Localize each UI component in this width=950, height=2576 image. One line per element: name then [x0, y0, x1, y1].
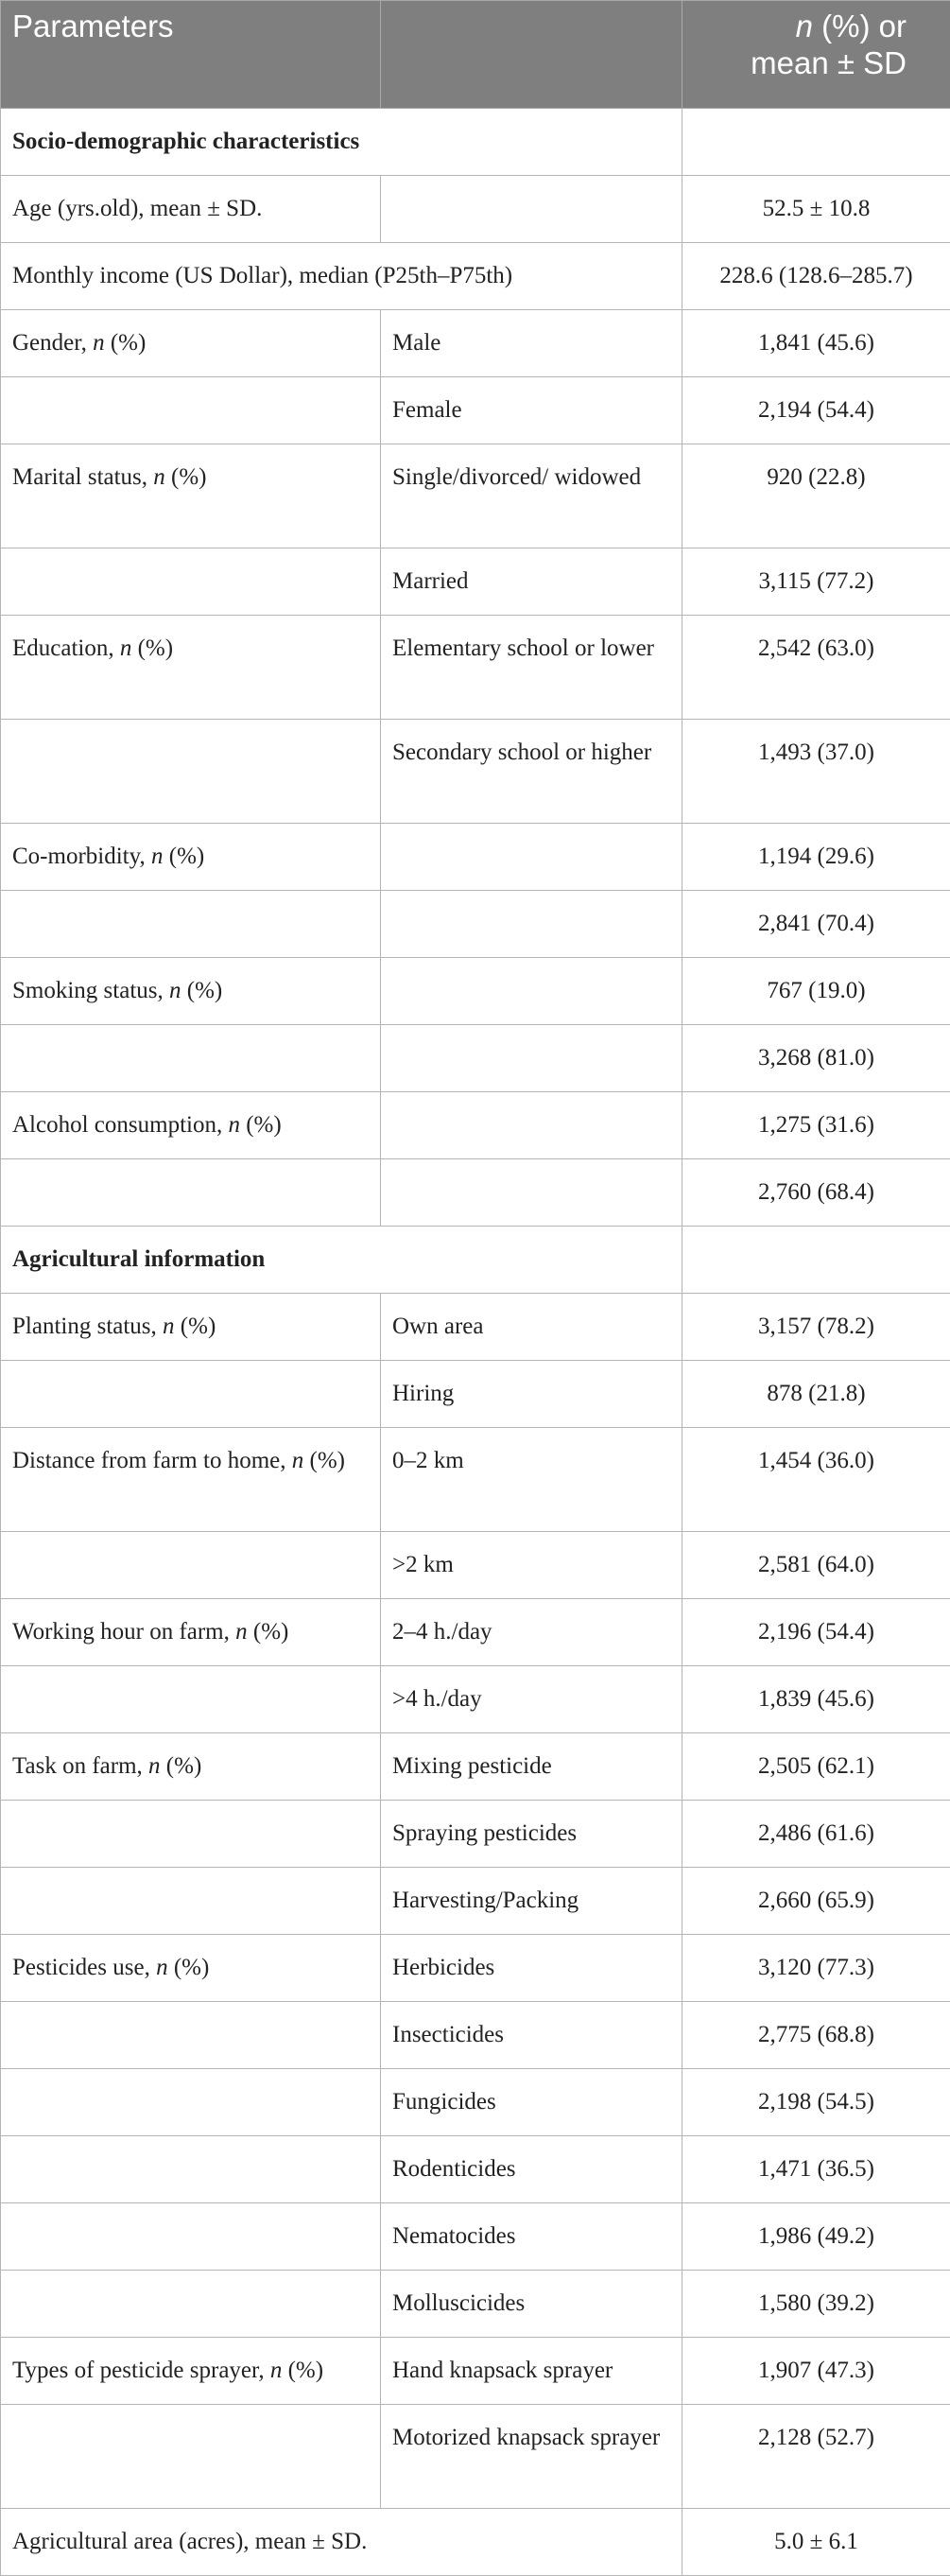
parameter-label-cell — [1, 2136, 381, 2203]
table-row — [1, 2509, 950, 2576]
subcategory: Male — [381, 310, 682, 377]
table-row — [1, 1801, 950, 1868]
subcategory: >4 h./day — [381, 1666, 682, 1733]
subcategory: Female — [381, 377, 682, 444]
parameter-label: Monthly income (US Dollar), median (P25th–P75th) — [1, 243, 682, 310]
table-row — [1, 1025, 950, 1092]
parameter-n: n — [148, 1753, 161, 1779]
parameter-label: Education, — [12, 635, 120, 661]
parameter-value: 2,581 (64.0) — [682, 1532, 950, 1599]
parameter-value: 2,196 (54.4) — [682, 1599, 950, 1666]
table-row — [1, 1361, 950, 1428]
parameter-value: 2,760 (68.4) — [682, 1159, 950, 1227]
parameter-value: 1,907 (47.3) — [682, 2338, 950, 2405]
parameter-suffix: (%) — [161, 1753, 202, 1779]
parameter-label-cell — [1, 720, 381, 824]
parameter-label-cell — [1, 2203, 381, 2271]
parameter-label-cell — [1, 377, 381, 444]
parameter-label-cell — [1, 1361, 381, 1428]
parameter-suffix: (%) — [164, 844, 205, 869]
table-row — [1, 1227, 950, 1294]
parameter-label: Marital status, — [12, 464, 153, 490]
parameter-label-cell — [1, 1428, 381, 1532]
subcategory: Spraying pesticides — [381, 1801, 682, 1868]
parameter-suffix: (%) — [131, 635, 173, 661]
parameter-label-cell — [1, 444, 381, 548]
parameter-value: 878 (21.8) — [682, 1361, 950, 1428]
table-row — [1, 1159, 950, 1227]
parameter-label-cell — [1, 1935, 381, 2002]
table-row — [1, 377, 950, 444]
subcategory: Harvesting/Packing — [381, 1868, 682, 1935]
subcategory: Mixing pesticide — [381, 1733, 682, 1801]
parameter-value: 2,194 (54.4) — [682, 377, 950, 444]
parameter-label: Planting status, — [12, 1314, 163, 1339]
parameter-label-cell — [1, 1294, 381, 1361]
parameter-label-cell — [1, 310, 381, 377]
table-row — [1, 891, 950, 958]
parameter-label: Age (yrs.old), mean ± SD. — [12, 196, 262, 221]
header-value-line2: mean ± SD — [751, 45, 907, 80]
parameter-value: 2,505 (62.1) — [682, 1733, 950, 1801]
table-row — [1, 2002, 950, 2069]
parameter-value: 2,841 (70.4) — [682, 891, 950, 958]
parameter-label-cell — [1, 891, 381, 958]
parameter-value: 2,128 (52.7) — [682, 2405, 950, 2509]
section-heading: Agricultural information — [1, 1227, 682, 1294]
parameter-n: n — [120, 635, 132, 661]
parameter-value: 2,660 (65.9) — [682, 1868, 950, 1935]
parameter-label-cell — [1, 2271, 381, 2338]
parameter-label-cell — [1, 548, 381, 616]
table-row — [1, 310, 950, 377]
parameter-suffix: (%) — [105, 330, 147, 356]
parameter-label-cell — [1, 1599, 381, 1666]
parameter-label-cell — [1, 176, 381, 243]
parameter-suffix: (%) — [168, 1955, 210, 1980]
parameter-value: 920 (22.8) — [682, 444, 950, 548]
subcategory: Motorized knapsack sprayer — [381, 2405, 682, 2509]
parameter-n: n — [163, 1314, 175, 1339]
table-row — [1, 1733, 950, 1801]
table-row — [1, 1599, 950, 1666]
subcategory — [381, 1159, 682, 1227]
subcategory: >2 km — [381, 1532, 682, 1599]
parameter-value: 5.0 ± 6.1 — [682, 2509, 950, 2576]
parameter-suffix: (%) — [165, 464, 207, 490]
parameter-value: 2,486 (61.6) — [682, 1801, 950, 1868]
parameter-suffix: (%) — [181, 978, 223, 1003]
table-row — [1, 176, 950, 243]
parameter-label-cell — [1, 824, 381, 891]
parameter-label-cell — [1, 2069, 381, 2136]
parameter-value: 1,841 (45.6) — [682, 310, 950, 377]
parameter-n: n — [93, 330, 105, 356]
header-value — [682, 1, 950, 109]
section-value-cell — [682, 1227, 950, 1294]
subcategory: Nematocides — [381, 2203, 682, 2271]
parameter-value: 228.6 (128.6–285.7) — [682, 243, 950, 310]
parameter-label: Pesticides use, — [12, 1955, 156, 1980]
parameter-label: Types of pesticide sprayer, — [12, 2358, 270, 2383]
subcategory — [381, 958, 682, 1025]
table-row — [1, 2203, 950, 2271]
parameter-value: 1,471 (36.5) — [682, 2136, 950, 2203]
table-row — [1, 2405, 950, 2509]
table-row — [1, 243, 950, 310]
subcategory: Rodenticides — [381, 2136, 682, 2203]
table-row — [1, 958, 950, 1025]
parameter-value: 1,839 (45.6) — [682, 1666, 950, 1733]
parameter-value: 767 (19.0) — [682, 958, 950, 1025]
subcategory — [381, 891, 682, 958]
table-body — [1, 109, 950, 2576]
parameter-n: n — [270, 2358, 283, 2383]
table-row — [1, 2271, 950, 2338]
table-row — [1, 1868, 950, 1935]
parameter-label-cell — [1, 1801, 381, 1868]
subcategory: Own area — [381, 1294, 682, 1361]
header-subcategory — [381, 1, 682, 109]
table-row — [1, 1428, 950, 1532]
parameter-label-cell — [1, 2002, 381, 2069]
parameter-value: 3,268 (81.0) — [682, 1025, 950, 1092]
parameter-label: Task on farm, — [12, 1753, 148, 1779]
subcategory: Single/divorced/ widowed — [381, 444, 682, 548]
parameter-suffix: (%) — [303, 1448, 345, 1473]
parameter-label-cell — [1, 1666, 381, 1733]
parameter-n: n — [153, 464, 165, 490]
parameter-value: 3,157 (78.2) — [682, 1294, 950, 1361]
parameter-label: Gender, — [12, 330, 93, 356]
table-row — [1, 109, 950, 176]
parameter-n: n — [151, 844, 164, 869]
table-row — [1, 1666, 950, 1733]
header-value-line1: (%) or — [813, 9, 907, 44]
parameter-value: 1,580 (39.2) — [682, 2271, 950, 2338]
parameter-label-cell — [1, 1159, 381, 1227]
subcategory — [381, 176, 682, 243]
parameter-value: 1,194 (29.6) — [682, 824, 950, 891]
table-row — [1, 720, 950, 824]
section-heading: Socio-demographic characteristics — [1, 109, 682, 176]
parameter-label-cell — [1, 1532, 381, 1599]
parameter-label: Distance from farm to home, — [12, 1448, 292, 1473]
subcategory: Molluscicides — [381, 2271, 682, 2338]
subcategory — [381, 1025, 682, 1092]
parameter-suffix: (%) — [175, 1314, 216, 1339]
parameter-n: n — [292, 1448, 304, 1473]
subcategory: Married — [381, 548, 682, 616]
parameter-label: Agricultural area (acres), mean ± SD. — [1, 2509, 682, 2576]
section-value-cell — [682, 109, 950, 176]
subcategory: Elementary school or lower — [381, 616, 682, 720]
parameter-value: 3,120 (77.3) — [682, 1935, 950, 2002]
table-row — [1, 2338, 950, 2405]
parameter-label-cell — [1, 1092, 381, 1159]
header-n: n — [796, 9, 813, 44]
parameter-label-cell — [1, 1733, 381, 1801]
table-row — [1, 548, 950, 616]
subcategory — [381, 1092, 682, 1159]
parameter-n: n — [169, 978, 181, 1003]
table-row — [1, 2136, 950, 2203]
parameter-n: n — [228, 1112, 240, 1138]
parameter-value: 1,454 (36.0) — [682, 1428, 950, 1532]
subcategory: Hand knapsack sprayer — [381, 2338, 682, 2405]
table-row — [1, 824, 950, 891]
parameter-suffix: (%) — [240, 1112, 282, 1138]
parameter-n: n — [156, 1955, 168, 1980]
header-row — [1, 1, 950, 109]
parameter-value: 2,775 (68.8) — [682, 2002, 950, 2069]
parameter-value: 2,198 (54.5) — [682, 2069, 950, 2136]
parameter-value: 1,493 (37.0) — [682, 720, 950, 824]
subcategory: Secondary school or higher — [381, 720, 682, 824]
parameter-label: Alcohol consumption, — [12, 1112, 228, 1138]
parameter-label-cell — [1, 1025, 381, 1092]
parameter-label: Working hour on farm, — [12, 1619, 235, 1645]
parameter-value: 1,275 (31.6) — [682, 1092, 950, 1159]
parameter-value: 2,542 (63.0) — [682, 616, 950, 720]
parameter-label-cell — [1, 2405, 381, 2509]
parameter-value: 52.5 ± 10.8 — [682, 176, 950, 243]
table-row — [1, 1935, 950, 2002]
parameter-suffix: (%) — [248, 1619, 289, 1645]
subcategory: 0–2 km — [381, 1428, 682, 1532]
subcategory: Fungicides — [381, 2069, 682, 2136]
parameter-label-cell — [1, 1868, 381, 1935]
parameter-value: 1,986 (49.2) — [682, 2203, 950, 2271]
table-row — [1, 1294, 950, 1361]
parameter-label: Co-morbidity, — [12, 844, 151, 869]
subcategory: Hiring — [381, 1361, 682, 1428]
subcategory — [381, 824, 682, 891]
parameter-label-cell — [1, 2338, 381, 2405]
parameter-value: 3,115 (77.2) — [682, 548, 950, 616]
table-row — [1, 1092, 950, 1159]
table-row — [1, 2069, 950, 2136]
table-row — [1, 616, 950, 720]
subcategory: Insecticides — [381, 2002, 682, 2069]
table-row — [1, 1532, 950, 1599]
parameter-label-cell — [1, 616, 381, 720]
table-row — [1, 444, 950, 548]
parameter-label: Smoking status, — [12, 978, 169, 1003]
parameter-suffix: (%) — [282, 2358, 323, 2383]
parameter-label-cell — [1, 958, 381, 1025]
subcategory: Herbicides — [381, 1935, 682, 2002]
subcategory: 2–4 h./day — [381, 1599, 682, 1666]
header-parameters: Parameters — [1, 1, 381, 109]
parameter-n: n — [235, 1619, 248, 1645]
